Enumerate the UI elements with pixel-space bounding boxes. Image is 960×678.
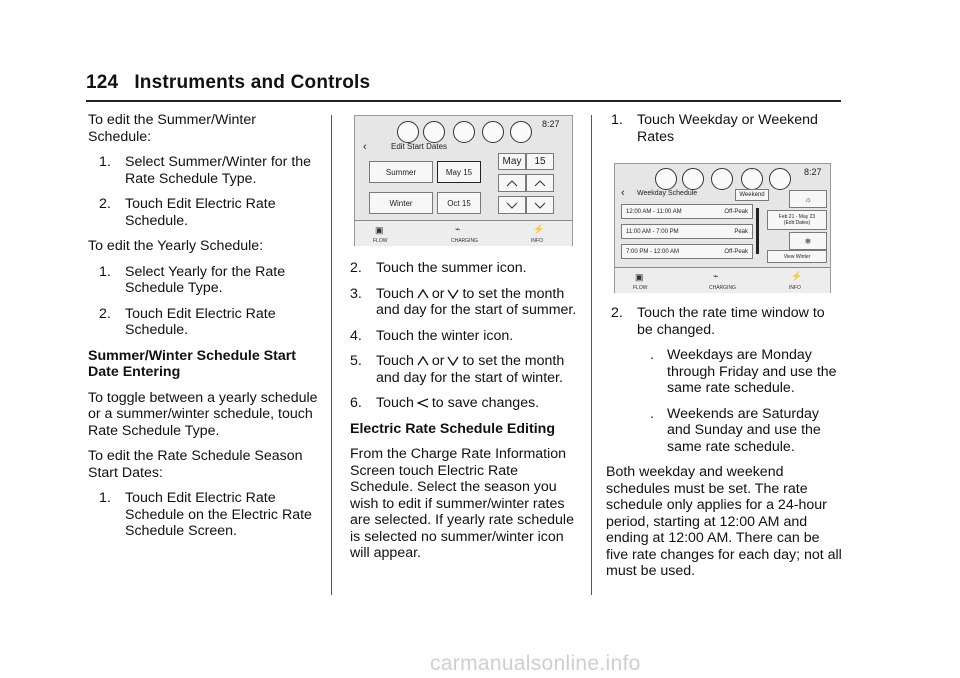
bottom-bar — [615, 267, 830, 293]
phone-icon — [423, 121, 445, 143]
view-winter-button[interactable]: View Winter — [767, 250, 827, 263]
phone-icon — [682, 168, 704, 190]
day-up-button[interactable] — [526, 174, 554, 192]
bullet-item: . Weekdays are Monday through Friday and use the same rate schedule. — [650, 347, 837, 396]
section-heading: Electric Rate Schedule Editing — [350, 420, 555, 437]
page-header — [86, 72, 370, 94]
weekday-schedule-screenshot — [614, 163, 831, 293]
list-item: 5. Touch or to set the month and day for the start of winter. — [350, 353, 565, 386]
audio-icon — [655, 168, 677, 190]
column-3-top — [611, 112, 843, 154]
charging-label[interactable]: CHARGING — [709, 285, 736, 291]
chevron-down-icon — [534, 202, 546, 209]
edit-start-dates-screenshot — [354, 115, 573, 246]
list-item: 2. Touch the summer icon. — [350, 260, 527, 276]
day-down-button[interactable] — [526, 196, 554, 214]
watermark: carmanualsonline.info — [430, 652, 641, 675]
page-number: 124 — [86, 72, 119, 93]
info-icon: ⚡ — [791, 271, 803, 281]
column-2 — [350, 260, 582, 571]
rate-row[interactable]: 7:00 PM - 12:00 AM Off-Peak — [621, 244, 753, 259]
column-3-bottom — [606, 305, 843, 589]
audio-icon — [397, 121, 419, 143]
list-item: 3. Touch or to set the month and day for the start of summer. — [350, 285, 577, 318]
section-heading: Summer/Winter Schedule Start Date Entering — [88, 347, 297, 380]
paragraph: Both weekday and weekend schedules must be set. The rate schedule only applies for a 24-hour period, starting at 12:00 AM and ending at 12:00 AM. There can be five rate changes for each day; not all must be used. — [606, 464, 842, 579]
list-item: 4. Touch the winter icon. — [350, 327, 514, 344]
sun-icon[interactable]: ☼ — [789, 190, 827, 208]
chevron-down-icon — [447, 289, 459, 299]
rate-row[interactable]: 11:00 AM - 7:00 PM Peak — [621, 224, 753, 239]
info-label[interactable]: INFO — [531, 238, 543, 244]
charging-icon: ⌁ — [455, 224, 461, 234]
paragraph: From the Charge Rate Information Screen touch Electric Rate Schedule. Select the season you wish to edit if summer/winter rates are selected. If yearly rate schedule is selected no summer/winter icon will appear. — [350, 446, 574, 561]
month-up-button[interactable] — [498, 174, 526, 192]
column-divider-1 — [331, 115, 332, 595]
settings-icon — [769, 168, 791, 190]
list-item: 2. Touch Edit Electric Rate Schedule. — [99, 305, 276, 338]
list-item: 2. Touch the rate time window to be changed. — [611, 305, 825, 338]
settings-icon — [510, 121, 532, 143]
screen-title: Weekday Schedule — [637, 190, 698, 197]
chevron-down-icon — [447, 356, 459, 366]
summer-date[interactable]: May 15 — [437, 161, 481, 183]
bullet-item: . Weekends are Saturday and Sunday and use the same rate schedule. — [650, 405, 821, 455]
back-icon — [417, 398, 429, 408]
chevron-down-icon — [506, 202, 518, 209]
snow-icon: ❄ — [789, 232, 827, 250]
scrollbar[interactable] — [756, 208, 759, 254]
paragraph: To edit the Rate Schedule Season Start Dates: — [88, 448, 303, 481]
month-value: May — [498, 153, 526, 170]
chevron-up-icon — [506, 180, 518, 187]
weekend-tab[interactable]: Weekend — [735, 189, 769, 201]
list-item: 6. Touch to save changes. — [350, 395, 540, 411]
list-item: 1. Select Yearly for the Rate Schedule Type. — [99, 263, 286, 296]
flow-icon: ▣ — [375, 225, 384, 235]
screen-title: Edit Start Dates — [391, 142, 448, 151]
month-down-button[interactable] — [498, 196, 526, 214]
day-value: 15 — [526, 153, 554, 170]
chevron-up-icon — [417, 289, 429, 299]
charging-label[interactable]: CHARGING — [451, 238, 478, 244]
climate-icon — [482, 121, 504, 143]
list-item: 2. Touch Edit Electric Rate Schedule. — [99, 196, 276, 229]
edit-dates-button[interactable]: Feb 21 - May 23 (Edit Dates) — [767, 210, 827, 230]
climate-icon — [741, 168, 763, 190]
column-1 — [88, 112, 318, 549]
paragraph: To edit the Summer/Winter Schedule: — [88, 112, 256, 145]
clock: 8:27 — [804, 167, 822, 177]
flow-label[interactable]: FLOW — [373, 238, 388, 244]
paragraph: To toggle between a yearly schedule or a summer/winter schedule, touch Rate Schedule Type. — [88, 389, 318, 439]
back-icon: ‹ — [621, 187, 625, 199]
winter-button[interactable]: Winter — [369, 192, 433, 214]
clock: 8:27 — [542, 119, 560, 129]
chevron-up-icon — [417, 356, 429, 366]
chevron-up-icon — [534, 180, 546, 187]
page-title: Instruments and Controls — [134, 72, 371, 93]
charging-icon: ⌁ — [713, 271, 719, 281]
column-divider-2 — [591, 115, 592, 595]
paragraph: To edit the Yearly Schedule: — [88, 238, 264, 254]
navigation-icon — [453, 121, 475, 143]
flow-label[interactable]: FLOW — [633, 285, 648, 291]
summer-button[interactable]: Summer — [369, 161, 433, 183]
back-icon: ‹ — [363, 141, 367, 153]
list-item: 1. Touch Weekday or Weekend Rates — [611, 112, 818, 145]
bottom-bar — [355, 220, 572, 246]
list-item: 1. Touch Edit Electric Rate Schedule on the Electric Rate Schedule Screen. — [99, 490, 312, 539]
flow-icon: ▣ — [635, 272, 644, 282]
navigation-icon — [711, 168, 733, 190]
list-item: 1. Select Summer/Winter for the Rate Schedule Type. — [99, 154, 312, 187]
info-icon: ⚡ — [533, 224, 545, 234]
header-rule — [86, 100, 841, 102]
info-label[interactable]: INFO — [789, 285, 801, 291]
winter-date[interactable]: Oct 15 — [437, 192, 481, 214]
rate-row[interactable]: 12:00 AM - 11:00 AM Off-Peak — [621, 204, 753, 219]
